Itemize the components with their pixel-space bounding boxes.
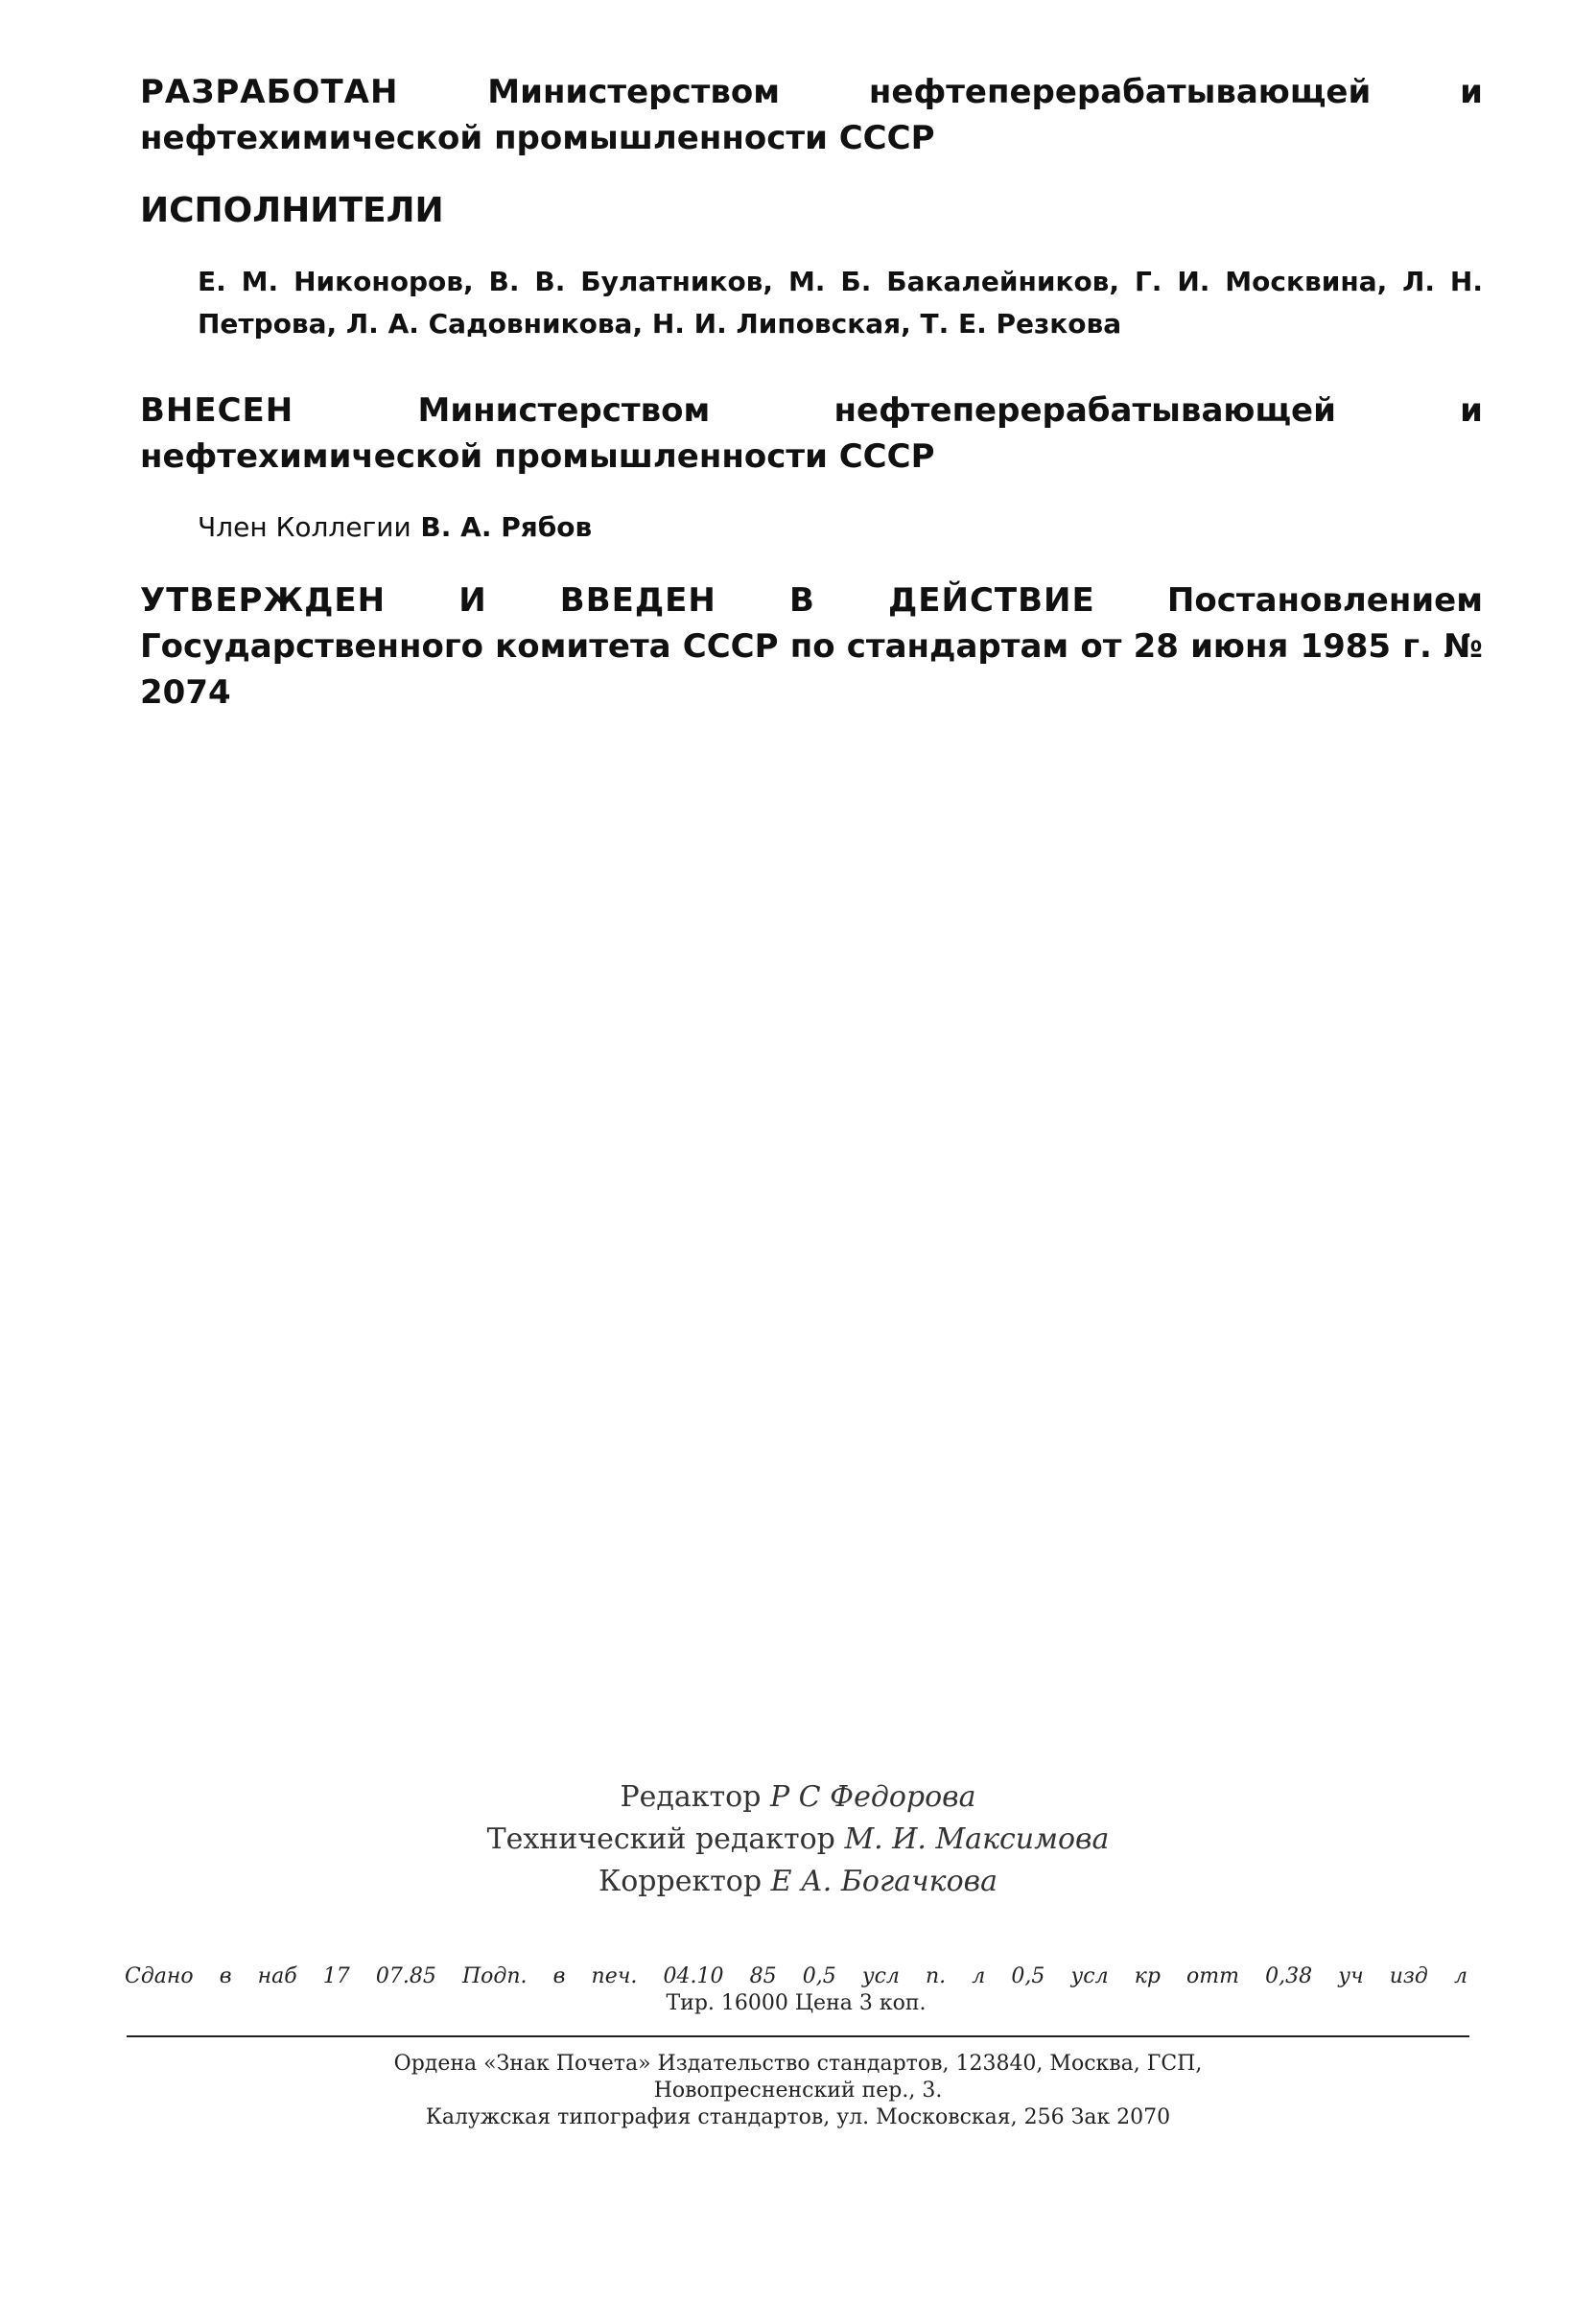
introduced-text: Министерством нефтеперерабатывающей и нефтехимической промышленности СССР xyxy=(140,391,1483,476)
imprint-line-2: Тир. 16000 Цена 3 коп. xyxy=(666,1991,927,2015)
tech-editor-name: М. И. Максимова xyxy=(844,1822,1110,1856)
editor-role: Редактор xyxy=(620,1780,762,1814)
introduced-member-section xyxy=(140,508,1483,547)
corrector-role: Корректор xyxy=(598,1865,763,1898)
editor-line xyxy=(0,1776,1596,1819)
imprint-block xyxy=(125,1964,1467,2016)
performers-section xyxy=(140,188,1483,234)
publisher-line-3: Калужская типография стандартов, ул. Московская, 256 Зак 2070 xyxy=(425,2105,1171,2129)
corrector-line xyxy=(0,1861,1596,1903)
credits-block xyxy=(0,1776,1596,1903)
imprint-line-1: Сдано в наб 17 07.85 Подп. в печ. 04.10 85 0,5 усл п. л 0,5 усл кр отт 0,38 уч изд л xyxy=(125,1964,1467,1988)
introduced-paragraph xyxy=(140,388,1483,480)
member-role: Член Коллегии xyxy=(198,511,411,543)
member-line xyxy=(198,508,1483,547)
tech-editor-role: Технический редактор xyxy=(486,1822,835,1856)
publisher-block xyxy=(0,2051,1596,2131)
divider-rule xyxy=(127,2035,1469,2037)
approved-section xyxy=(140,577,1483,716)
developed-lead: РАЗРАБОТАН xyxy=(140,73,399,111)
performers-heading: ИСПОЛНИТЕЛИ xyxy=(140,191,444,230)
introduced-lead: ВНЕСЕН xyxy=(140,391,294,430)
introduced-section xyxy=(140,388,1483,480)
approved-text: Постановлением Государственного комитета СССР по стандартам от 28 июня 1985 г. № 2074 xyxy=(140,581,1483,712)
corrector-name: Е А. Богачкова xyxy=(770,1865,998,1898)
publisher-line-2: Новопресненский пер., 3. xyxy=(653,2079,943,2103)
approved-paragraph xyxy=(140,577,1483,716)
approved-lead: УТВЕРЖДЕН И ВВЕДЕН В ДЕЙСТВИЕ xyxy=(140,581,1095,620)
editor-name: Р С Федорова xyxy=(769,1780,976,1814)
publisher-line-1: Ордена «Знак Почета» Издательство стандартов, 123840, Москва, ГСП, xyxy=(393,2052,1203,2076)
developed-text: Министерством нефтеперерабатывающей и нефтехимической промышленности СССР xyxy=(140,73,1483,157)
performers-names: Е. М. Никоноров, В. В. Булатников, М. Б. Бакалейников, Г. И. Москвина, Л. Н. Петрова, Л. А. Садовникова, Н. И. Липовская, Т. Е. Резкова xyxy=(198,266,1483,340)
performers-names-section xyxy=(140,261,1483,345)
developed-paragraph xyxy=(140,69,1483,161)
tech-editor-line xyxy=(0,1819,1596,1861)
developed-section xyxy=(140,69,1483,161)
member-name: В. А. Рябов xyxy=(420,511,593,543)
